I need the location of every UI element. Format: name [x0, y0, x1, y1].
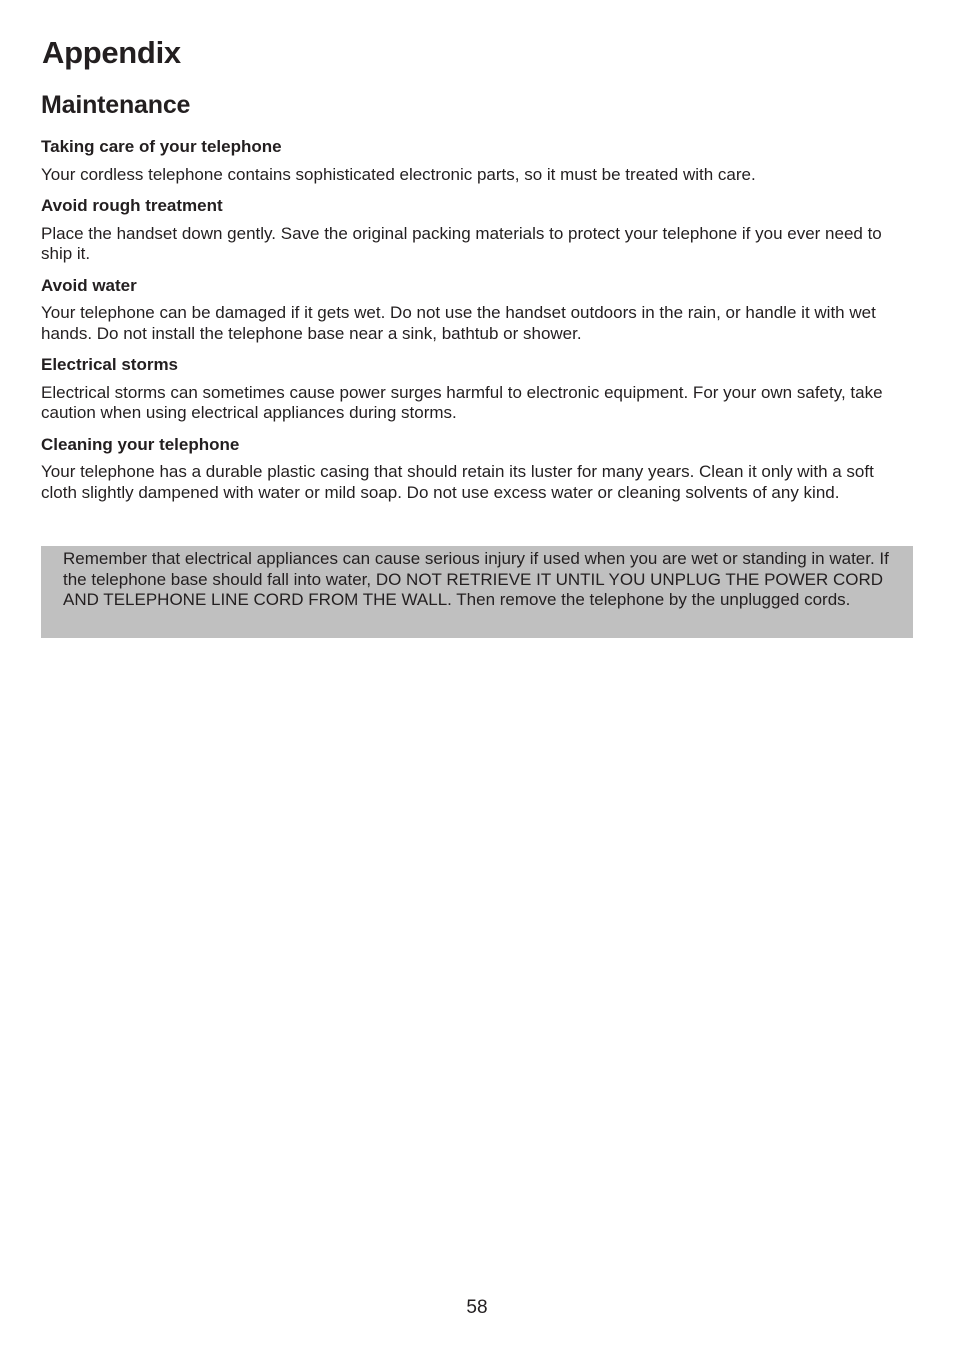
section-body: Place the handset down gently. Save the original packing materials to protect your telephone if you ever need to ship it. — [41, 223, 882, 263]
section-heading: Avoid water — [41, 275, 137, 295]
page-title: Appendix — [42, 35, 181, 70]
section-title: Maintenance — [41, 91, 191, 119]
section-body: Your telephone has a durable plastic casing that should retain its luster for many years. Clean it only with a soft cloth slightly dampened with water or mild soap. Do not use excess water or cleaning solvents of any kind. — [41, 462, 874, 502]
section-heading: Cleaning your telephone — [41, 434, 240, 454]
safety-warning-text: Remember that electrical appliances can cause serious injury if used when you are wet or standing in water. If the telephone base should fall into water, DO NOT RETRIEVE IT UNTIL YOU UNPLUG THE POWER CORD AND TELEPHONE LINE CORD FROM THE WALL. Then remove the telephone by the unplugged cords. — [63, 549, 889, 609]
maintenance-content — [41, 137, 913, 514]
section-avoid-water — [41, 276, 913, 345]
section-body: Your telephone can be damaged if it gets wet. Do not use the handset outdoors in the rain, or handle it with wet hands. Do not install the telephone base near a sink, bathtub or shower. — [41, 303, 876, 343]
section-electrical-storms — [41, 355, 913, 424]
section-body: Electrical storms can sometimes cause power surges harmful to electronic equipment. For your own safety, take caution when using electrical appliances during storms. — [41, 382, 883, 422]
section-heading: Electrical storms — [41, 355, 179, 374]
section-heading: Avoid rough treatment — [41, 196, 223, 215]
page-number: 58 — [466, 1297, 488, 1318]
section-taking-care — [41, 137, 913, 185]
section-heading: Taking care of your telephone — [41, 137, 282, 156]
safety-warning-box — [41, 546, 913, 638]
section-body: Your cordless telephone contains sophisticated electronic parts, so it must be treated with care. — [41, 164, 756, 184]
section-cleaning — [41, 435, 913, 504]
section-avoid-rough-treatment — [41, 196, 913, 265]
